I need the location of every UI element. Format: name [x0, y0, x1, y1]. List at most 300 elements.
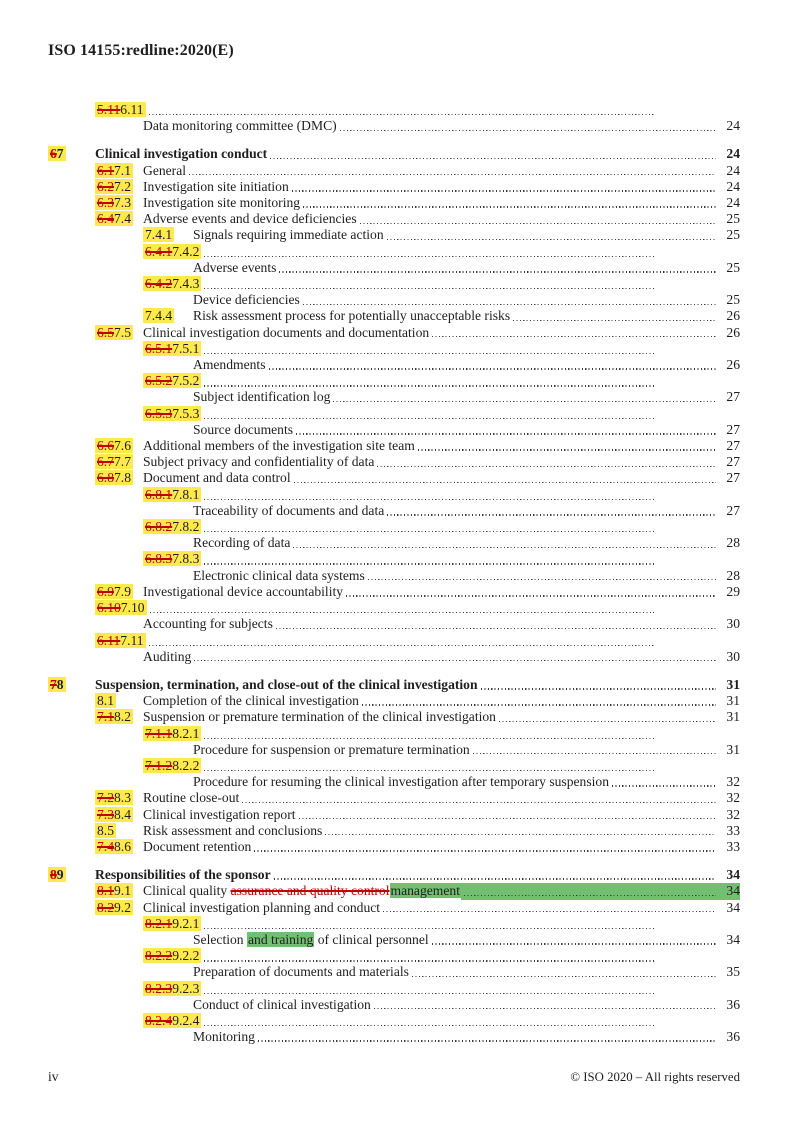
toc-entry-text-line[interactable] [48, 422, 740, 438]
toc [48, 102, 740, 1045]
entry-text: Investigational device accountability [143, 583, 344, 599]
section-number [95, 823, 143, 839]
toc-entry[interactable] [48, 195, 740, 211]
entry-text: Investigation site monitoring [143, 195, 301, 211]
entry-title [143, 823, 322, 839]
entry-text: Procedure for suspension or premature termination [193, 741, 470, 757]
leader-tail [289, 179, 740, 195]
new-section-number: 7.8.1 [172, 486, 200, 502]
renumber-highlight [95, 600, 147, 615]
entry-text: Signals requiring immediate action [193, 227, 384, 243]
section-number [95, 163, 143, 179]
renumber-highlight [143, 227, 174, 242]
section-number [95, 211, 143, 227]
renumber-highlight [143, 916, 201, 931]
old-section-number: 6.10 [97, 600, 121, 616]
leader-tail [146, 645, 740, 647]
dotted-leader [377, 466, 716, 467]
page-number: 27 [726, 470, 740, 486]
entry-text: Document and data control [143, 470, 291, 486]
new-section-number: 7 [56, 146, 64, 162]
section-number [95, 102, 146, 118]
old-section-number: 5.11 [97, 102, 121, 117]
entry-title [143, 790, 239, 806]
page-number: 27 [726, 421, 740, 437]
entry-text: Clinical investigation documents and documentation [143, 324, 430, 340]
toc-entry-number-line[interactable] [48, 373, 740, 389]
dotted-leader [346, 595, 716, 596]
toc-entry[interactable] [48, 163, 740, 179]
new-section-number: 8.2.1 [172, 725, 200, 741]
new-section-number: 8.2 [114, 709, 131, 725]
dotted-leader [279, 271, 716, 272]
old-section-number: 7.2 [97, 790, 114, 806]
entry-title [143, 584, 343, 600]
new-section-number: 7.4.1 [145, 227, 173, 243]
new-section-number: 8.4 [114, 806, 131, 822]
leader-tail [374, 454, 740, 470]
leader-tail [293, 422, 740, 438]
leader-tail [609, 774, 740, 790]
page-number: 31 [726, 693, 740, 709]
dotted-leader [513, 320, 716, 321]
toc-entry-number-line[interactable] [48, 758, 740, 774]
entry-title [95, 867, 271, 883]
inserted-text: and training [247, 931, 314, 947]
entry-title [143, 325, 429, 341]
toc-entry-text-line[interactable] [48, 389, 740, 405]
toc-entry[interactable] [48, 900, 740, 916]
toc-entry-text-line[interactable] [48, 503, 740, 519]
toc-entry[interactable] [48, 709, 740, 725]
toc-entry[interactable] [48, 823, 740, 839]
toc-entry-number-line[interactable] [48, 633, 740, 649]
old-section-number: 8 [50, 867, 57, 883]
renumber-highlight [95, 709, 133, 724]
dotted-leader [149, 645, 654, 646]
leader-tail [255, 1029, 740, 1045]
dotted-leader [360, 223, 716, 224]
page-number: 26 [726, 308, 740, 324]
leader-tail [271, 867, 740, 883]
entry-title [193, 503, 384, 519]
leader-tail [147, 612, 740, 614]
page-number: 29 [726, 583, 740, 599]
toc-entry-text-line[interactable] [48, 932, 740, 948]
toc-entry-number-line[interactable] [48, 406, 740, 422]
entry-text: Electronic clinical data systems [193, 567, 365, 583]
leader-tail [359, 693, 740, 709]
old-section-number: 7.4 [97, 838, 114, 854]
dotted-leader [432, 943, 716, 944]
toc-entry[interactable] [48, 807, 740, 823]
new-section-number: 9.2.4 [172, 1012, 200, 1028]
toc-entry-number-line[interactable] [48, 981, 740, 997]
dotted-leader [293, 547, 716, 548]
old-section-number: 6.5.2 [145, 373, 173, 389]
section-number [95, 470, 143, 486]
leader-tail [201, 353, 740, 355]
renumber-highlight [95, 839, 133, 854]
page-number: 34 [726, 931, 740, 947]
toc-entry[interactable] [48, 227, 740, 243]
toc-entry[interactable] [48, 867, 740, 883]
renumber-highlight [143, 276, 201, 291]
page-number: 24 [726, 178, 740, 194]
entry-title [193, 422, 293, 438]
leader-tail [371, 997, 740, 1013]
old-section-number: 8.2.4 [145, 1012, 173, 1028]
entry-title [193, 308, 510, 324]
toc-entry[interactable] [48, 883, 740, 899]
entry-text: of clinical personnel [314, 931, 429, 947]
entry-title [143, 807, 296, 823]
dotted-leader [418, 449, 716, 450]
dotted-leader [204, 1025, 654, 1026]
toc-entry-number-line[interactable] [48, 916, 740, 932]
leader-tail [201, 531, 740, 533]
section-number [143, 276, 201, 292]
entry-title [193, 227, 384, 243]
dotted-leader [204, 353, 654, 354]
old-section-number: 6.4.2 [145, 276, 173, 292]
renumber-highlight [95, 470, 133, 485]
entry-text: Amendments [193, 357, 266, 373]
section-number [48, 677, 95, 693]
new-section-number: 9 [56, 867, 64, 883]
page-number: 26 [726, 324, 740, 340]
entry-text: Risk assessment and conclusions [143, 822, 323, 838]
toc-entry-text-line[interactable] [48, 649, 740, 665]
new-section-number: 8 [56, 676, 64, 692]
toc-entry[interactable] [48, 584, 740, 600]
renumber-highlight [143, 981, 201, 996]
entry-text: Risk assessment process for potentially unacceptable risks [193, 308, 511, 324]
section-number [143, 227, 193, 243]
leader-tail [461, 883, 740, 899]
new-section-number: 8.3 [114, 790, 131, 806]
section-number [95, 839, 143, 855]
section-number [95, 709, 143, 725]
dotted-leader [204, 418, 654, 419]
dotted-leader [499, 721, 716, 722]
entry-title [193, 357, 266, 373]
toc-entry[interactable] [48, 438, 740, 454]
new-section-number: 9.2 [114, 899, 131, 915]
leader-tail [276, 260, 740, 276]
entry-text: Clinical investigation conduct [95, 146, 268, 162]
new-section-number: 6.11 [120, 102, 144, 117]
toc-entry[interactable] [48, 325, 740, 341]
entry-text: Monitoring [193, 1029, 255, 1045]
section-number [143, 406, 201, 422]
entry-title [143, 179, 289, 195]
entry-title [193, 742, 470, 758]
new-section-number: 7.1 [114, 162, 131, 178]
old-section-number: 6.4 [97, 211, 114, 227]
leader-tail [384, 503, 740, 519]
dotted-leader [204, 531, 654, 532]
section-number [95, 693, 143, 709]
toc-entry-text-line[interactable] [48, 535, 740, 551]
entry-text: Adverse events [193, 259, 277, 275]
new-section-number: 7.5 [114, 324, 131, 340]
dotted-leader [204, 928, 654, 929]
entry-title [193, 997, 371, 1013]
inserted-text: management [390, 883, 460, 899]
new-section-number: 9.2.3 [172, 980, 200, 996]
section-number [95, 900, 143, 916]
dotted-leader [368, 579, 716, 580]
page-number: 25 [726, 292, 740, 308]
renumber-highlight [95, 633, 146, 648]
leader-tail [343, 584, 740, 600]
toc-entry-text-line[interactable] [48, 292, 740, 308]
toc-entry-text-line[interactable] [48, 774, 740, 790]
renumber-highlight [95, 163, 133, 178]
entry-title [193, 932, 429, 948]
entry-title [193, 260, 276, 276]
renumber-highlight [143, 373, 201, 388]
toc-entry[interactable] [48, 308, 740, 324]
renumber-highlight [95, 179, 133, 194]
toc-entry-text-line[interactable] [48, 616, 740, 632]
page-number: 35 [726, 964, 740, 980]
page-number: 27 [726, 454, 740, 470]
renumber-highlight [95, 900, 133, 915]
dotted-leader [276, 628, 716, 629]
leader-tail [337, 118, 740, 134]
toc-entry-number-line[interactable] [48, 726, 740, 742]
page-number: 30 [726, 616, 740, 632]
new-section-number: 9.1 [114, 883, 131, 899]
page-title: ISO 14155:redline:2020(E) [48, 42, 234, 59]
new-section-number: 8.1 [97, 693, 114, 709]
old-section-number: 6.5.1 [145, 340, 173, 356]
toc-entry-number-line[interactable] [48, 487, 740, 503]
dotted-leader [387, 239, 716, 240]
footer-copyright: © ISO 2020 – All rights reserved [570, 1070, 740, 1084]
entry-text: Recording of data [193, 535, 291, 551]
old-section-number: 7.1 [97, 709, 114, 725]
entry-title [193, 535, 290, 551]
toc-entry-number-line[interactable] [48, 519, 740, 535]
new-section-number: 8.6 [114, 838, 131, 854]
entry-title [143, 163, 186, 179]
dotted-leader [294, 482, 716, 483]
leader-tail [429, 932, 740, 948]
renumber-highlight [95, 438, 133, 453]
old-section-number: 6.8 [97, 470, 114, 486]
renumber-highlight [143, 948, 201, 963]
page-number: 34 [726, 883, 740, 899]
dotted-leader [204, 770, 654, 771]
section-number [95, 584, 143, 600]
section-number [143, 519, 201, 535]
entry-title [143, 118, 337, 134]
entry-title [143, 839, 251, 855]
new-section-number: 7.4.2 [172, 243, 200, 259]
leader-tail [300, 292, 740, 308]
old-section-number: 8.2.2 [145, 948, 173, 964]
dotted-leader [473, 753, 716, 754]
old-section-number: 6.1 [97, 162, 114, 178]
toc-entry-text-line[interactable] [48, 1029, 740, 1045]
new-section-number: 7.2 [114, 178, 131, 194]
toc-entry[interactable] [48, 693, 740, 709]
section-number [143, 308, 193, 324]
old-section-number: 6.5.3 [145, 405, 173, 421]
leader-tail [415, 438, 740, 454]
new-section-number: 7.5.2 [172, 373, 200, 389]
section-number [95, 633, 146, 649]
dotted-leader [303, 304, 716, 305]
dotted-leader [432, 336, 716, 337]
entry-text: Adverse events and device deficiencies [143, 211, 357, 227]
old-section-number: 7.1.1 [145, 725, 173, 741]
old-section-number: 6.11 [97, 632, 121, 648]
entry-title [193, 774, 609, 790]
leader-tail [322, 823, 740, 839]
old-section-number: 8.2.1 [145, 915, 173, 931]
page-number: 31 [726, 676, 740, 692]
toc-entry-number-line[interactable] [48, 1013, 740, 1029]
old-section-number: 6.9 [97, 583, 114, 599]
leader-tail [201, 928, 740, 930]
section-number [95, 438, 143, 454]
toc-entry-text-line[interactable] [48, 964, 740, 980]
toc-entry-number-line[interactable] [48, 244, 740, 260]
section-number [95, 883, 143, 899]
renumber-highlight [95, 195, 133, 210]
toc-entry-text-line[interactable] [48, 568, 740, 584]
section-number [95, 195, 143, 211]
dotted-leader [194, 660, 716, 661]
dotted-leader [612, 785, 716, 786]
leader-tail [201, 256, 740, 258]
new-section-number: 7.5.3 [172, 405, 200, 421]
renumber-highlight [143, 758, 201, 773]
section-number [95, 790, 143, 806]
renumber-highlight [95, 823, 116, 838]
toc-entry-text-line[interactable] [48, 118, 740, 134]
toc-entry-number-line[interactable] [48, 102, 740, 118]
entry-title [143, 454, 374, 470]
toc-entry-number-line[interactable] [48, 948, 740, 964]
toc-entry[interactable] [48, 839, 740, 855]
entry-text: Auditing [143, 648, 192, 664]
page-number: 25 [726, 211, 740, 227]
renumber-highlight [143, 244, 201, 259]
dotted-leader [296, 433, 716, 434]
toc-entry[interactable] [48, 470, 740, 486]
entry-text: Conduct of clinical investigation [193, 996, 371, 1012]
old-section-number: 6.3 [97, 195, 114, 211]
renumber-highlight [95, 584, 133, 599]
dotted-leader [412, 976, 716, 977]
toc-entry-text-line[interactable] [48, 260, 740, 276]
renumber-highlight [95, 102, 146, 117]
leader-tail [201, 418, 740, 420]
section-number [48, 146, 95, 162]
page-number: 33 [726, 838, 740, 854]
toc-entry[interactable] [48, 179, 740, 195]
leader-tail [291, 470, 740, 486]
old-section-number: 8.1 [97, 883, 114, 899]
entry-title [143, 438, 415, 454]
renumber-highlight [143, 551, 201, 566]
section-number [143, 981, 201, 997]
dotted-leader [464, 895, 716, 896]
renumber-highlight [48, 677, 66, 692]
entry-text: Traceability of documents and data [193, 502, 385, 518]
entry-title [143, 709, 496, 725]
toc-entry-number-line[interactable] [48, 341, 740, 357]
entry-title [143, 195, 300, 211]
dotted-leader [204, 256, 654, 257]
toc-entry[interactable] [48, 790, 740, 806]
toc-entry[interactable] [48, 454, 740, 470]
dotted-leader [242, 802, 716, 803]
new-section-number: 9.2.2 [172, 948, 200, 964]
toc-entry[interactable] [48, 146, 740, 162]
leader-tail [191, 649, 740, 665]
entry-title [95, 677, 478, 693]
new-section-number: 7.9 [114, 583, 131, 599]
page-number: 31 [726, 741, 740, 757]
leader-tail [380, 900, 740, 916]
entry-text: Clinical quality [143, 883, 231, 899]
entry-text: Responsibilities of the sponsor [95, 867, 271, 883]
new-section-number: 7.10 [120, 600, 145, 616]
entry-title [95, 146, 267, 162]
entry-text: Suspension, termination, and close-out of the clinical investigation [95, 676, 478, 692]
new-section-number: 7.8 [114, 470, 131, 486]
leader-tail [201, 288, 740, 290]
entry-text: Additional members of the investigation site team [143, 438, 415, 454]
toc-entry-number-line[interactable] [48, 600, 740, 616]
section-number [48, 867, 95, 883]
dotted-leader [340, 130, 716, 131]
entry-text: Data monitoring committee (DMC) [143, 118, 337, 134]
entry-title [143, 900, 380, 916]
entry-text: Document retention [143, 838, 252, 854]
toc-entry[interactable] [48, 677, 740, 693]
toc-entry-text-line[interactable] [48, 742, 740, 758]
old-section-number: 6 [50, 146, 57, 162]
renumber-highlight [143, 726, 201, 741]
new-section-number: 9.2.1 [172, 915, 200, 931]
toc-entry[interactable] [48, 211, 740, 227]
toc-entry-number-line[interactable] [48, 276, 740, 292]
page-number: 30 [726, 648, 740, 664]
dotted-leader [270, 158, 716, 159]
leader-tail [384, 227, 740, 243]
toc-entry-number-line[interactable] [48, 551, 740, 567]
leader-tail [365, 568, 740, 584]
page-number: 36 [726, 996, 740, 1012]
renumber-highlight [48, 867, 66, 882]
section-number [95, 454, 143, 470]
old-section-number: 8.2 [97, 899, 114, 915]
entry-text: Selection [193, 931, 247, 947]
toc-entry-text-line[interactable] [48, 997, 740, 1013]
dotted-leader [269, 368, 717, 369]
section-number [143, 373, 201, 389]
old-section-number: 6.2 [97, 178, 114, 194]
section-number [143, 1013, 201, 1029]
toc-entry-text-line[interactable] [48, 357, 740, 373]
